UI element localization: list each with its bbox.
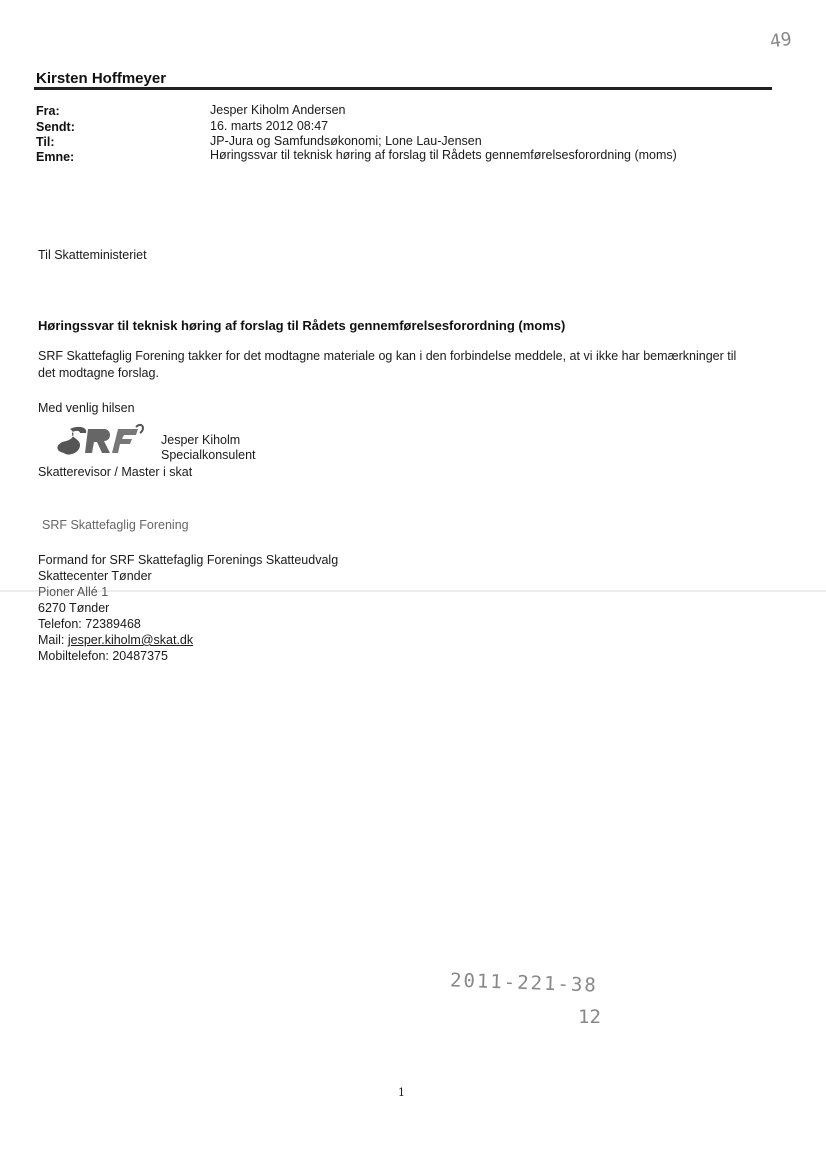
letter-subject: Høringssvar til teknisk høring af forslag til Rådets gennemførelsesforordning (moms) — [38, 318, 566, 333]
sent-value: 16. marts 2012 08:47 — [210, 119, 329, 133]
header-divider — [34, 87, 772, 90]
signature-role: Skatterevisor / Master i skat — [38, 465, 193, 479]
signature-name: Jesper Kiholm — [161, 433, 241, 447]
letter-paragraph: SRF Skattefaglig Forening takker for det modtagne materiale og kan i den forbindelse meddele, at vi ikke har bemærkninger til det modtagne forslag. — [38, 349, 737, 380]
mail-link[interactable]: jesper.kiholm@skat.dk — [67, 633, 194, 647]
handwritten-case-number: 2011-221-38 — [449, 969, 599, 997]
address-line-1: Formand for SRF Skattefaglig Forenings Skatteudvalg — [38, 553, 339, 567]
mobile-line: Mobiltelefon: 20487375 — [38, 649, 168, 663]
page-number: 1 — [398, 1086, 405, 1099]
to-value: JP-Jura og Samfundsøkonomi; Lone Lau-Jensen — [210, 134, 482, 148]
mail-label: Mail: — [38, 633, 68, 647]
handwritten-doc-number: 12 — [578, 1006, 601, 1028]
subject-value: Høringssvar til teknisk høring af forslag til Rådets gennemførelsesforordning (moms) — [210, 148, 677, 162]
subject-label: Emne: — [36, 150, 75, 164]
sent-label: Sendt: — [36, 120, 75, 134]
recipient-line: Til Skatteministeriet — [38, 248, 147, 262]
from-label: Fra: — [36, 104, 60, 118]
mail-line — [38, 633, 193, 647]
address-line-3: Pioner Allé 1 — [38, 585, 109, 599]
address-line-2: Skattecenter Tønder — [38, 569, 152, 583]
to-label: Til: — [36, 135, 55, 149]
from-value: Jesper Kiholm Andersen — [210, 103, 346, 117]
corner-handwritten-mark: 49 — [768, 28, 794, 53]
address-line-4: 6270 Tønder — [38, 601, 110, 615]
scan-artifact-line — [0, 590, 826, 592]
closing-line: Med venlig hilsen — [38, 401, 135, 415]
signature-title: Specialkonsulent — [161, 448, 256, 462]
sender-header-name: Kirsten Hoffmeyer — [36, 70, 167, 87]
phone-line: Telefon: 72389468 — [38, 617, 141, 631]
organization-name: SRF Skattefaglig Forening — [42, 518, 189, 532]
srf-logo — [52, 417, 148, 463]
